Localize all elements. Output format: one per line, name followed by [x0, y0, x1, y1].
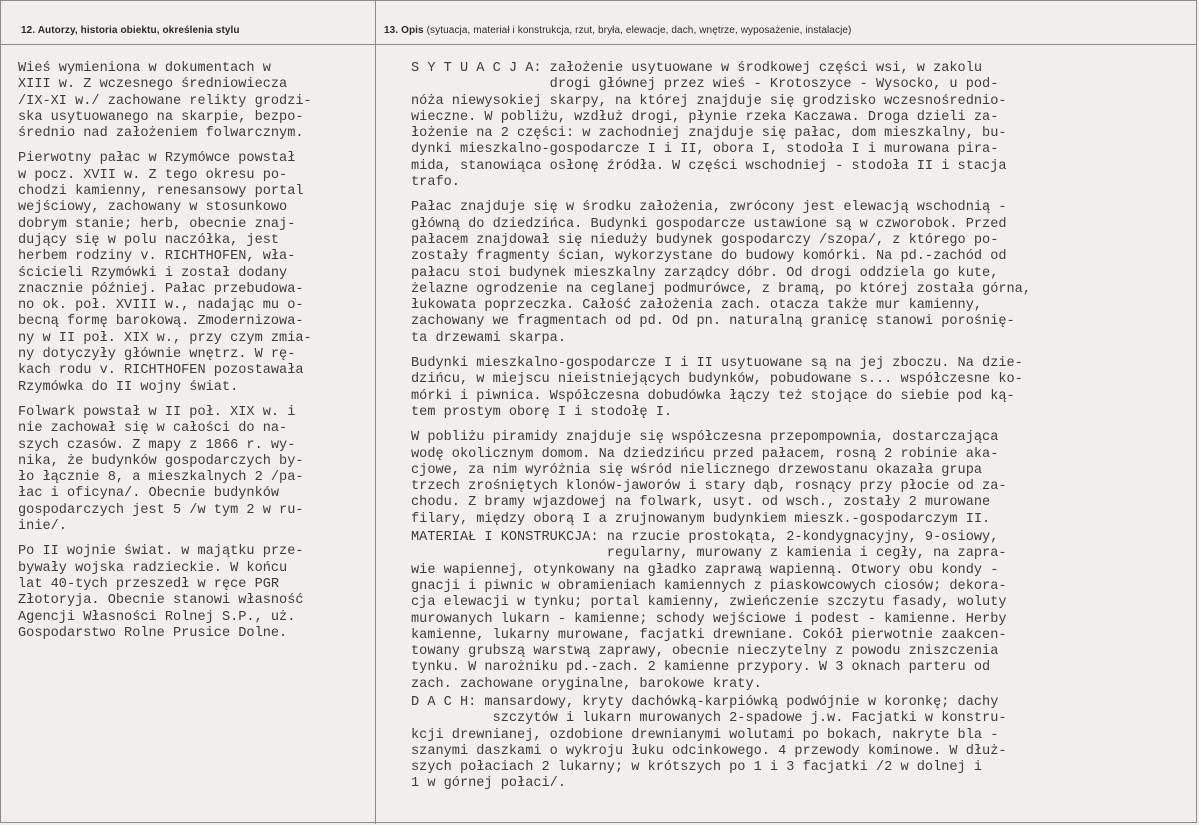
section-12-header: 12. Autorzy, historia obiektu, określenia stylu — [21, 25, 240, 36]
section-13-subtitle: (sytuacja, materiał i konstrukcja, rzut, bryła, elewacje, dach, wnętrze, wyposażenie, instalacje) — [426, 25, 852, 36]
description-column — [411, 61, 1191, 802]
section-13-header — [384, 25, 851, 36]
history-column — [18, 61, 370, 651]
description-situation: S Y T U A C J A: założenie usytuowane w środkowej części wsi, w zakolu drogi głównej przez wieś - Krotoszyce - Wysocko, u pod- nóża niewysokiej skarpy, na której znajduje się grodzisko wczesnośrednio- wieczne. W pobliżu, wzdłuż drogi, płynie rzeka Kaczawa. Droga dzieli za- łożenie na 2 części: w zachodniej znajduje się pałac, dom mieszkalny, bu- dynki mieszkalno-gospodarcze I i II, obora I, stodoła I i murowana pira- mida, stanowiąca osłonę źródła. W części wschodniej - stodoła II i stacja trafo. — [411, 61, 1007, 191]
column-divider — [375, 1, 376, 824]
description-roof: D A C H: mansardowy, kryty dachówką-karpiówką podwójnie w koronkę; dachy szczytów i lukarn murowanych 2-spadowe j.w. Facjatki w konstru- kcji drewnianej, ozdobione drewnianymi wolutami po bokach, nakryte bla - szanymi daszkami o wykroju łuku odcinkowego. 4 przewody kominowe. W dłuż- szych połaciach 2 lukarny; w krótszych po 1 i 3 facjatki /2 w dolnej i 1 w górnej połaci/. — [411, 694, 1007, 792]
history-paragraph-village: Wieś wymieniona w dokumentach w XIII w. Z wczesnego średniowiecza /IX-XI w./ zachowane relikty grodzi- ska usytuowanego na skarpie, bezpo- średnio nad założeniem folwarcznym. — [18, 61, 312, 142]
description-pyramid-area: W pobliżu piramidy znajduje się współczesna przepompownia, dostarczająca wodę okolicznym domom. Na dziedzińcu przed pałacem, rosną 2 robinie aka- cjowe, za nim wyróżnia się wśród nielicznego drzewostanu okazała grupa trzech zrośniętych klonów-jaworów i stary dąb, rosnący przy płocie od za- chodu. Z bramy wjazdowej na folwark, usyt. od wsch., zostały 2 murowane filary, między oborą I a zrujnowanym budynkiem mieszk.-gospodarczym II. — [411, 430, 1007, 527]
description-residential-buildings: Budynki mieszkalno-gospodarcze I i II usytuowane są na jej zboczu. Na dzie- dzińcu, w miejscu nieistniejących budynków, pobudowane s... współczesne ko- mórki i piwnica. Współczesna dobudówka łączy też stojące do siebie pod ką- tem prostym oborę I i stodołę I. — [411, 356, 1023, 420]
header-row — [1, 1, 1196, 45]
description-palace-layout: Pałac znajduje się w środku założenia, zwrócony jest elewacją wschodnią - główną do dziedzińca. Budynki gospodarcze ustawione są w czworobok. Przed pałacem znajdował się nieduży budynek gospodarczy /szopa/, z którego po- zostały fragmenty ścian, wykorzystane do budowy komórki. Na pd.-zachód od pałacu stoi budynek mieszkalny zarządcy dóbr. Od drogi oddziela go kute, żelazne ogrodzenie na ceglanej podmurówce, z bramą, po której została górna, łukowata poprzeczka. Całość założenia zach. otacza także mur kamienny, zachowany we fragmentach od pd. Od pn. naturalną granicę stanowi porośnię- ta drzewami skarpa. — [411, 200, 1031, 346]
history-paragraph-palace: Pierwotny pałac w Rzymówce powstał w pocz. XVII w. Z tego okresu po- chodzi kamienny, renesansowy portal wejściowy, zachowany w stosunkowo dobrym stanie; herb, obecnie znaj- dujący się w polu naczółka, jest herbem rodziny v. RICHTHOFEN, wła- ścicieli Rzymówki i został dodany znacznie później. Pałac przebudowa- no ok. poł. XVIII w., nadając mu o- becną formę barokową. Zmodernizowa- ny w II poł. XIX w., przy czym zmia- ny dotyczyły głównie wnętrz. W rę- kach rodu v. RICHTHOFEN pozostawała Rzymówka do II wojny świat. — [18, 151, 312, 395]
history-paragraph-postwar: Po II wojnie świat. w majątku prze- bywały wojska radzieckie. W końcu lat 40-tych przeszedł w ręce PGR Złotoryja. Obecnie stanowi własność Agencji Własności Rolnej S.P., uż. Gospodarstwo Rolne Prusice Dolne. — [18, 544, 304, 641]
section-13-title: 13. Opis — [384, 25, 424, 36]
history-paragraph-farmstead: Folwark powstał w II poł. XIX w. i nie zachował się w całości do na- szych czasów. Z mapy z 1866 r. wy- nika, że budynków gospodarczych by- ło łącznie 8, a mieszkalnych 2 /pa- łac i oficyna/. Obecnie budynków gospodarczych jest 5 /w tym 2 w ru- inie/. — [18, 404, 304, 535]
description-material-construction: MATERIAŁ I KONSTRUKCJA: na rzucie prostokąta, 2-kondygnacyjny, 9-osiowy, regularny, murowany z kamienia i cegły, na zapra- wie wapiennej, otynkowany na gładko zaprawą wapienną. Otwory obu kondy - gnacji i piwnic w obramieniach kamiennych z piaskowcowych ciosów; dekora- cja elewacji w tynku; portal kamienny, zwieńczenie szczytu fasady, woluty murowanych lukarn - kamienne; schody wejściowe i podest - kamienne. Herby kamienne, lukarny murowane, facjatki drewniane. Cokół pierwotnie zaakcen- towany grubszą warstwą zaprawy, obecnie nieczytelny z powodu zniszczenia tynku. W narożniku pd.-zach. 2 kamienne przypory. W 3 oknach parteru od zach. zachowane oryginalne, barokowe kraty. — [411, 530, 1007, 692]
